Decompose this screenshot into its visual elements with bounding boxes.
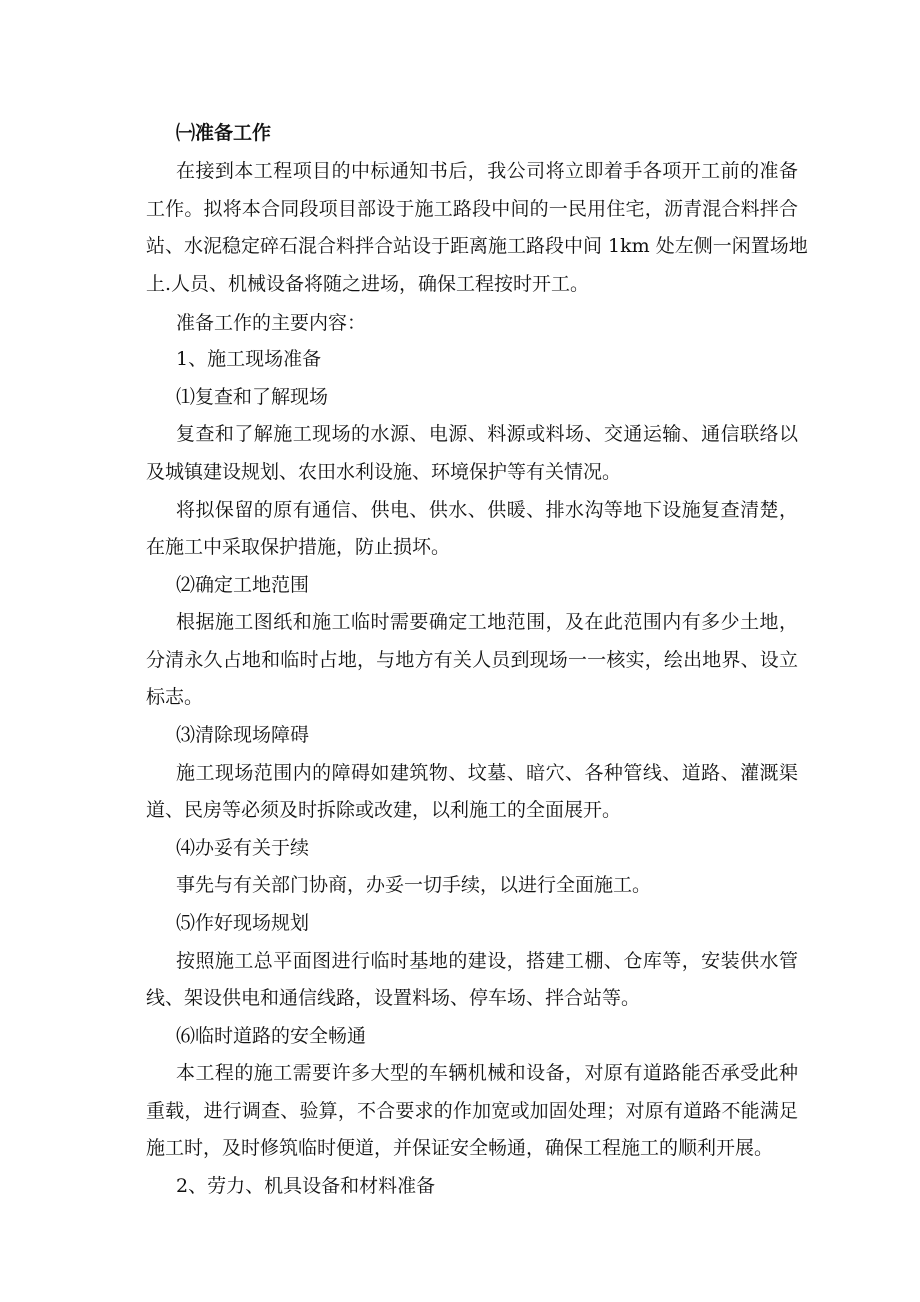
subsection-heading: 1、施工现场准备 [176,348,322,370]
paragraph-line: 站、水泥稳定碎石混合料拌合站设于距离施工路段中间 1km 处左侧一闲置场地 [146,235,808,257]
item-heading: ⑶清除现场障碍 [176,724,310,746]
item-heading: ⑵确定工地范围 [176,574,310,596]
paragraph-line: 重载，进行调查、验算，不合要求的作加宽或加固处理；对原有道路不能满足 [146,1100,798,1122]
paragraph-line: 事先与有关部门协商，办妥一切手续，以进行全面施工。 [176,874,652,896]
paragraph-line: 道、民房等必须及时拆除或改建，以利施工的全面展开。 [146,799,622,821]
item-heading: ⑸作好现场规划 [176,912,310,934]
paragraph-line: 分清永久占地和临时占地，与地方有关人员到现场一一核实，绘出地界、设立 [146,649,798,671]
paragraph-line: 准备工作的主要内容： [176,312,367,334]
paragraph-line: 将拟保留的原有通信、供电、供水、供暖、排水沟等地下设施复查清楚， [176,499,798,521]
item-heading: ⑷办妥有关于续 [176,837,310,859]
paragraph-line: 本工程的施工需要许多大型的车辆机械和设备，对原有道路能否承受此种 [176,1062,798,1084]
paragraph-line: 在接到本工程项目的中标通知书后，我公司将立即着手各项开工前的准备 [176,160,798,182]
paragraph-line: 及城镇建设规划、农田水利设施、环境保护等有关情况。 [146,461,622,483]
paragraph-line: 线、架设供电和通信线路，设置料场、停车场、拌合站等。 [146,987,641,1009]
paragraph-line: 施工现场范围内的障碍如建筑物、坟墓、暗穴、各种管线、道路、灌溉渠 [176,762,798,784]
paragraph-line: 施工时，及时修筑临时便道，并保证安全畅通，确保工程施工的顺利开展。 [146,1137,774,1159]
paragraph-line: 标志。 [146,686,204,708]
paragraph-line: 工作。拟将本合同段项目部设于施工路段中间的一民用住宅，沥青混合料拌合 [146,198,798,220]
item-heading: ⑴复查和了解现场 [176,386,329,408]
paragraph-line: 复查和了解施工现场的水源、电源、料源或料场、交通运输、通信联络以 [176,423,798,445]
section-heading: ㈠准备工作 [176,122,272,144]
item-heading: ⑹临时道路的安全畅通 [176,1025,367,1047]
paragraph-line: 按照施工总平面图进行临时基地的建设，搭建工棚、仓库等，安装供水管 [176,950,798,972]
paragraph-line: 上.人员、机械设备将随之进场，确保工程按时开工。 [146,273,590,295]
subsection-heading: 2、劳力、机具设备和材料准备 [176,1175,436,1197]
paragraph-line: 根据施工图纸和施工临时需要确定工地范围，及在此范围内有多少土地， [176,611,798,633]
paragraph-line: 在施工中采取保护措施，防止损坏。 [146,536,451,558]
